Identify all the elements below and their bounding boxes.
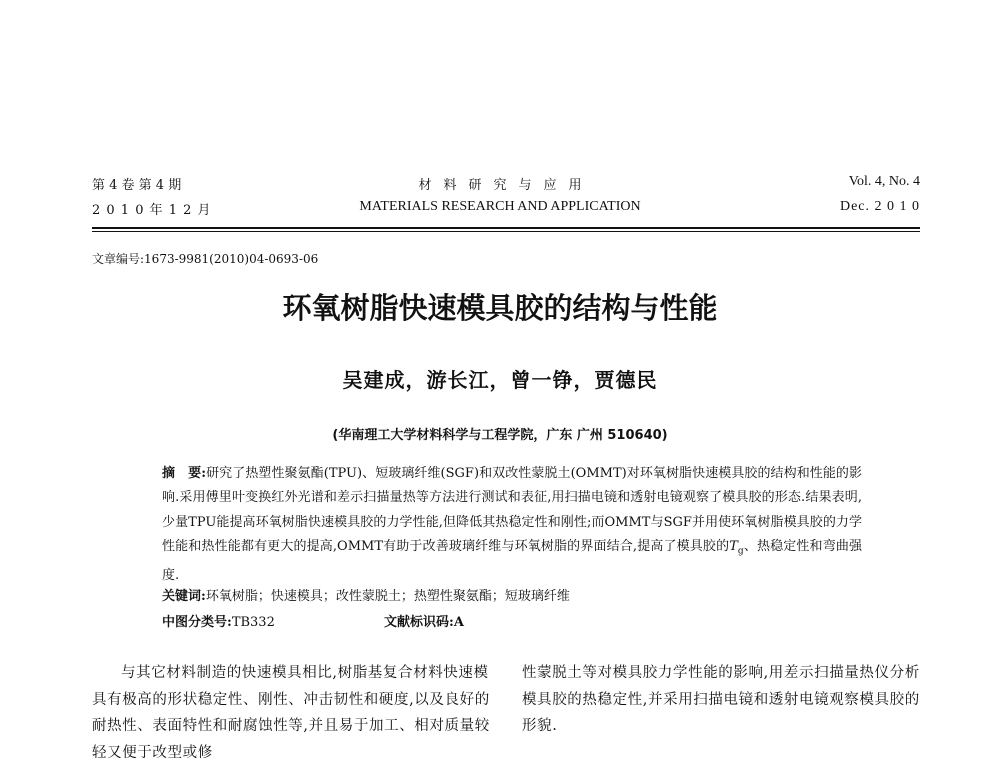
header-vol-issue-en: Vol. 4, No. 4 <box>848 174 920 189</box>
keywords <box>162 585 570 604</box>
article-number: 文章编号:1673-9981(2010)04-0693-06 <box>92 252 319 266</box>
clc-label: 中图分类号: <box>162 615 232 630</box>
header-rule-bottom <box>92 231 920 232</box>
header-vol-issue-cn: 第 4 卷 第 4 期 <box>92 178 182 193</box>
keywords-text: 环氧树脂；快速模具；改性蒙脱土；热塑性聚氨酯；短玻璃纤维 <box>205 589 570 604</box>
abstract-tg-subscript: g <box>737 546 744 557</box>
keywords-label: 关键词: <box>162 589 206 604</box>
abstract <box>162 462 862 589</box>
paper-title: 环氧树脂快速模具胶的结构与性能 <box>282 291 718 325</box>
abstract-label: 摘 要: <box>162 466 207 481</box>
doc-code-value: A <box>453 615 464 630</box>
affiliation: (华南理工大学材料科学与工程学院，广东 广州 510640) <box>332 428 668 443</box>
clc-value: TB332 <box>231 615 275 630</box>
header-journal-cn: 材料研究与应用 <box>418 178 594 193</box>
document-code <box>384 611 464 630</box>
body-column-right: 性蒙脱土等对模具胶力学性能的影响,用差示扫描量热仪分析模具胶的热稳定性,并采用扫描电镜和透射电镜观察模具胶的形貌. <box>522 665 920 735</box>
header-journal-en: MATERIALS RESEARCH AND APPLICATION <box>359 199 641 214</box>
classification <box>162 611 464 630</box>
abstract-tg-symbol: T <box>729 539 738 555</box>
header-rule-top <box>92 227 920 229</box>
abstract-tail: 、热稳定性和弯曲强度. <box>162 539 862 584</box>
author-list: 吴建成，游长江，曾一铮，贾德民 <box>342 368 658 392</box>
doc-code-label: 文献标识码: <box>384 615 454 630</box>
header-date-en: Dec. 2 0 1 0 <box>839 199 920 214</box>
body-column-left: 与其它材料制造的快速模具相比,树脂基复合材料快速模具有极高的形状稳定性、刚性、冲击韧性和硬度,以及良好的耐热性、表面特性和耐腐蚀性等,并且易于加工、相对质量较轻又便于改型或修 <box>92 665 490 760</box>
header-date-cn: 2 0 1 0 年 1 2 月 <box>92 203 212 218</box>
abstract-text: 研究了热塑性聚氨酯(TPU)、短玻璃纤维(SGF)和双改性蒙脱土(OMMT)对环氧树脂快速模具胶的结构和性能的影响.采用傅里叶变换红外光谱和差示扫描量热等方法进行测试和表征,用扫描电镜和透射电镜观察了模具胶的形态.结果表明,少量TPU能提高环氧树脂快速模具胶的力学性能,但降低其热稳定性和刚性;而OMMT与SGF并用使环氧树脂模具胶的力学性能和热性能都有更大的提高,OMMT有助于改善玻璃纤维与环氧树脂的界面结合,提高了模具胶的 <box>162 466 862 555</box>
